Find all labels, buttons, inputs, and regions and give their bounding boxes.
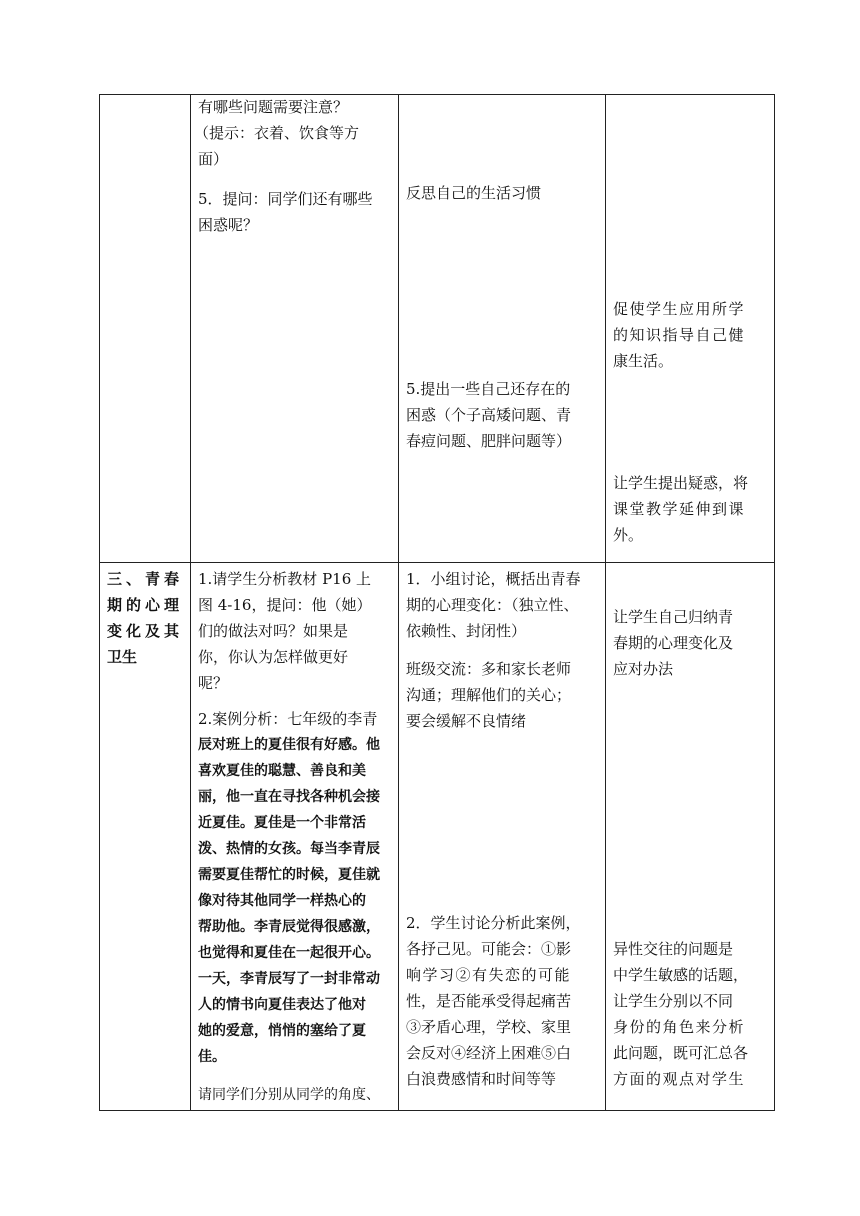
r1c4-b-line3: 外。 (613, 526, 644, 544)
r1c2-line3: 面） (198, 150, 229, 168)
r1c3-p5-line2: 困惑（个子高矮问题、青 (406, 406, 572, 424)
r2c3-x-line2: 沟通；理解他们的关心； (406, 686, 572, 704)
col-border-1 (190, 94, 191, 1111)
r2c2-case-line7: 需要夏佳帮忙的时候，夏佳就 (198, 867, 380, 883)
r2c2-case-line10: 也觉得和夏佳在一起很开心。 (198, 945, 380, 961)
r1c4-a-line2: 的知识指导自己健 (613, 326, 746, 344)
r2c4-a-line3: 应对办法 (613, 660, 674, 678)
r2c3-x-line1: 班级交流：多和家长老师 (406, 660, 572, 678)
r2c3-d-line7: 白浪费感情和时间等等 (406, 1070, 557, 1088)
r1c2-q5-line1: 5．提问：同学们还有哪些 (198, 190, 373, 208)
r2c4-a-line1: 让学生自己归纳青 (613, 608, 734, 626)
col-border-2 (398, 94, 399, 1111)
r2c2-p1-line3: 们的做法对吗？如果是 (198, 622, 349, 640)
r2c2-case-line11: 一天，李青辰写了一封非常动 (198, 971, 380, 987)
r1c2-line1: 有哪些问题需要注意？ (198, 98, 349, 116)
r2c2-case-line8: 像对待其他同学一样热心的 (198, 893, 366, 909)
r1c4-b-line1: 让学生提出疑惑，将 (613, 474, 749, 492)
r2c2-case-line12: 人的情书向夏佳表达了他对 (198, 997, 366, 1013)
r1c2-line2: （提示：衣着、饮食等方 (194, 124, 360, 142)
r2c4-b-line5: 此问题，既可汇总各 (613, 1044, 749, 1062)
section-heading-line4: 卫生 (107, 648, 138, 666)
r2c2-case-line13: 她的爱意，悄悄的塞给了夏 (198, 1023, 366, 1039)
r2c3-g-line3: 依赖性、封闭性） (406, 622, 527, 640)
row-divider (99, 562, 775, 563)
r2c2-case-line6: 泼、热情的女孩。每当李青辰 (198, 841, 380, 857)
r2c4-b-line1: 异性交往的问题是 (613, 940, 734, 958)
r2c2-p1-line2: 图 4-16，提问：他（她） (198, 596, 372, 614)
r2c2-p1-line5: 呢？ (198, 674, 229, 692)
r1c3-p5-line3: 春痘问题、肥胖问题等） (406, 432, 572, 450)
r2c3-d-line4: 性，是否能承受得起痛苦 (406, 992, 572, 1010)
r2c3-d-line5: ③矛盾心理，学校、家里 (406, 1018, 572, 1036)
r1c4-a-line1: 促使学生应用所学 (613, 300, 746, 318)
r2c2-case-line3: 喜欢夏佳的聪慧、善良和美 (198, 763, 366, 779)
col-border-left (99, 94, 100, 1111)
r2c3-d-line1: 2．学生讨论分析此案例， (406, 914, 581, 932)
section-heading-line2: 期的心理 (107, 596, 184, 614)
r2c3-d-line3: 响学习②有失恋的可能 (406, 966, 572, 984)
r1c2-q5-line2: 困惑呢？ (198, 216, 259, 234)
r2c4-a-line2: 春期的心理变化及 (613, 634, 734, 652)
r2c2-case-line5: 近夏佳。夏佳是一个非常活 (198, 815, 366, 831)
r2c2-case-line2: 辰对班上的夏佳很有好感。他 (198, 737, 380, 753)
r1c3-p5-line1: 5.提出一些自己还存在的 (406, 380, 571, 398)
r1c3-reflect: 反思自己的生活习惯 (406, 184, 542, 202)
r2c2-case-line4: 丽，他一直在寻找各种机会接 (198, 789, 380, 805)
r2c3-d-line2: 各抒己见。可能会：①影 (406, 940, 572, 958)
r2c3-g-line1: 1．小组讨论，概括出青春 (406, 570, 581, 588)
section-heading-line1: 三、青春 (107, 570, 184, 588)
r1c4-b-line2: 课堂教学延伸到课 (613, 500, 746, 518)
section-heading-line3: 变化及其 (107, 622, 184, 640)
table-bottom-border (99, 1110, 775, 1111)
r2c4-b-line6: 方面的观点对学生 (613, 1070, 746, 1088)
r2c2-p1-line4: 你，你认为怎样做更好 (198, 648, 349, 666)
r2c3-g-line2: 期的心理变化：（独立性、 (406, 596, 579, 614)
r2c4-b-line2: 中学生敏感的话题， (613, 966, 749, 984)
r1c4-a-line3: 康生活。 (613, 352, 674, 370)
r2c2-p1-line1: 1.请学生分析教材 P16 上 (198, 570, 372, 588)
r2c2-case-line9: 帮助他。李青辰觉得很感激， (198, 919, 380, 935)
r2c4-b-line4: 身份的角色来分析 (613, 1018, 746, 1036)
r2c3-x-line3: 要会缓解不良情绪 (406, 712, 527, 730)
col-border-right (774, 94, 775, 1111)
r2c4-b-line3: 让学生分别以不同 (613, 992, 734, 1010)
r2c3-d-line6: 会反对④经济上困难⑤白 (406, 1044, 572, 1062)
r2c2-case-line1: 2.案例分析：七年级的李青 (198, 710, 378, 728)
r2c2-last-line: 请同学们分别从同学的角度、 (198, 1087, 380, 1103)
col-border-3 (605, 94, 606, 1111)
r2c2-case-line14: 佳。 (198, 1049, 226, 1065)
